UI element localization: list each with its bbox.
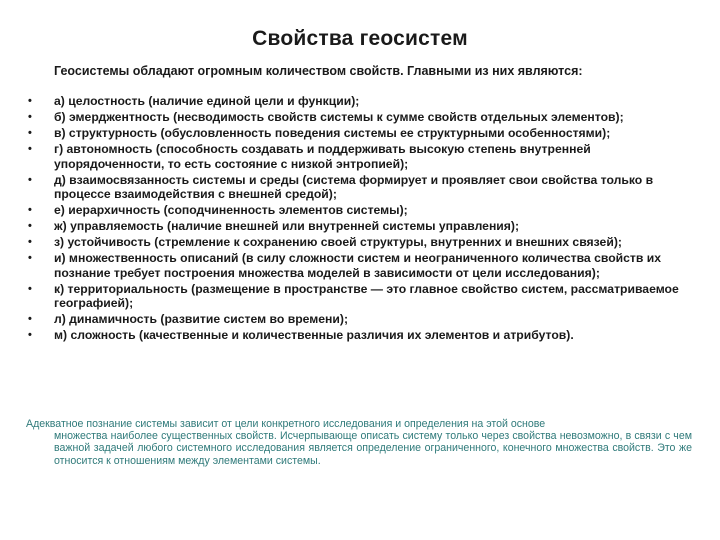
bullet-icon: • bbox=[28, 143, 32, 155]
list-item-text: л) динамичность (развитие систем во времени); bbox=[54, 312, 349, 326]
bullet-icon: • bbox=[28, 173, 32, 186]
list-item-text: а) целостность (наличие единой цели и функции); bbox=[54, 94, 360, 108]
bullet-icon: • bbox=[28, 252, 32, 264]
list-item-text: з) устойчивость (стремление к сохранению своей структуры, внутренних и внешних связей); bbox=[54, 235, 622, 249]
list-item-text: д) взаимосвязанность системы и среды (система формирует и проявляет свои свойства только в процессе взаимодействия с внешней средой); bbox=[54, 172, 654, 201]
list-item bbox=[26, 142, 696, 171]
list-item-text: в) структурность (обусловленность поведения системы ее структурными особенностями); bbox=[54, 126, 611, 140]
bullet-icon: • bbox=[28, 95, 32, 107]
bullet-icon: • bbox=[28, 111, 32, 123]
list-item-text: б) эмерджентность (несводимость свойств системы к сумме свойств отдельных элементов); bbox=[54, 110, 624, 124]
bullet-icon: • bbox=[28, 220, 32, 232]
list-item bbox=[26, 94, 696, 109]
bullet-icon: • bbox=[28, 329, 32, 341]
list-item-text: к) территориальность (размещение в пространстве — это главное свойство систем, рассматриваемое географией); bbox=[54, 281, 679, 310]
bullet-icon: • bbox=[28, 127, 32, 139]
list-item bbox=[26, 328, 696, 343]
list-item-text: г) автономность (способность создавать и поддерживать высокую степень внутренней упорядоченности, то есть состояние с низкой энтропией); bbox=[54, 142, 591, 171]
bullet-icon: • bbox=[28, 313, 32, 325]
bullet-icon: • bbox=[28, 204, 32, 216]
list-item bbox=[26, 282, 696, 311]
bullet-icon: • bbox=[28, 282, 32, 295]
properties-list bbox=[26, 94, 696, 344]
intro-text: Геосистемы обладают огромным количеством свойств. Главными из них являются: bbox=[54, 64, 583, 78]
footer-paragraph bbox=[26, 418, 692, 467]
list-item bbox=[26, 126, 696, 141]
footer-first-line: Адекватное познание системы зависит от цели конкретного исследования и определения на этой основе bbox=[26, 418, 546, 430]
list-item bbox=[26, 312, 696, 327]
list-item bbox=[26, 219, 696, 234]
slide-title: Свойства геосистем bbox=[252, 27, 468, 50]
bullet-icon: • bbox=[28, 236, 32, 248]
list-item bbox=[26, 173, 696, 202]
footer-rest: множества наиболее существенных свойств. Исчерпывающе описать систему только через свойства невозможно, в связи с чем важной задачей любого системного исследования является определение ограниченного, конечного множества свойств. Это же относится к отношениям между элементами системы. bbox=[54, 430, 692, 467]
list-item-text: и) множественность описаний (в силу сложности систем и неограниченного количества свойств их познание требует построения множества моделей в зависимости от цели исследования); bbox=[54, 251, 662, 280]
list-item-text: ж) управляемость (наличие внешней или внутренней системы управления); bbox=[54, 219, 520, 233]
list-item bbox=[26, 203, 696, 218]
list-item-text: е) иерархичность (соподчиненность элементов системы); bbox=[54, 203, 408, 217]
list-item-text: м) сложность (качественные и количественные различия их элементов и атрибутов). bbox=[54, 328, 574, 342]
list-item bbox=[26, 110, 696, 125]
list-item bbox=[26, 235, 696, 250]
list-item bbox=[26, 251, 696, 280]
